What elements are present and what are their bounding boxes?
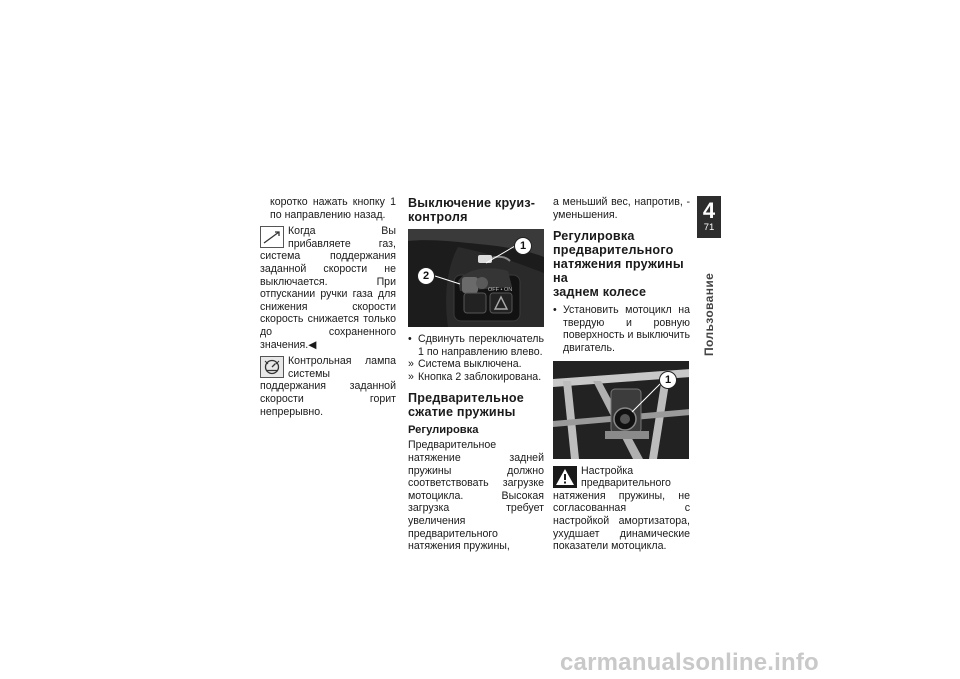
column-1	[260, 196, 396, 422]
page-number: 71	[703, 222, 715, 233]
info-note-icon	[260, 226, 284, 248]
result-system-off	[408, 358, 544, 371]
column-3	[553, 196, 690, 557]
warning-note	[553, 465, 690, 553]
heading-spring-preload-line2: сжатие пружины	[408, 405, 516, 420]
note-throttle	[260, 225, 396, 351]
callout-1: 1	[659, 371, 677, 389]
heading-cruise-off	[408, 196, 544, 224]
heading-spring-preload	[408, 391, 544, 419]
chapter-number: 4	[702, 198, 716, 223]
result-marker: »	[408, 358, 414, 371]
note-throttle-text: Когда Вы прибавляете газ, система поддержания заданной скорости не выключается. При отпускании ручки газа для снижения скорости скорость снижается только до сохраненного значения.◀	[260, 225, 396, 351]
heading-spring-preload-line1: Предварительное	[408, 391, 524, 406]
bullet-marker: •	[408, 333, 412, 345]
step-move-switch	[408, 333, 544, 358]
heading-cruise-off-line2: контроля	[408, 210, 468, 224]
heading-rear-preload	[553, 229, 690, 299]
heading-rear-preload-line2: предварительного	[553, 243, 674, 258]
paragraph-lighter-load: а меньший вес, напротив, - уменьшения.	[553, 196, 690, 221]
step-place-motorcycle-text: Установить мотоцикл на твердую и ровную поверхность и выключить двигатель.	[563, 304, 691, 354]
step-move-switch-text: Сдвинуть переключатель 1 по направлению влево.	[418, 333, 544, 358]
paragraph-press-button: коротко нажать кнопку 1 по направлению назад.	[270, 196, 396, 221]
note-indicator-lamp	[260, 355, 396, 418]
callout-1: 1	[514, 237, 532, 255]
heading-cruise-off-line1: Выключение круиз-	[408, 196, 536, 210]
result-system-off-text: Система выключена.	[418, 358, 522, 371]
paragraph-preload: Предварительное натяжение задней пружины должно соответствовать загрузке мотоцикла. Высокая загрузка требует увеличения предварительного натяжения пружины,	[408, 439, 544, 553]
note-indicator-lamp-text: Контрольная лампа системы поддержания заданной скорости горит непрерывно.	[260, 355, 396, 418]
chapter-tab	[697, 196, 721, 238]
step-place-motorcycle	[553, 304, 690, 354]
section-side-label: Пользование	[702, 272, 716, 356]
warning-triangle-icon	[553, 466, 577, 488]
bullet-marker: •	[553, 304, 557, 317]
photo-rear-shock	[553, 361, 689, 459]
column-2	[408, 196, 544, 557]
result-marker: »	[408, 370, 414, 383]
heading-rear-preload-line4: заднем колесе	[553, 285, 647, 300]
heading-rear-preload-line1: Регулировка	[553, 229, 635, 244]
subheading-adjustment: Регулировка	[408, 424, 479, 437]
switch-label: OFF • ON	[488, 287, 513, 293]
heading-rear-preload-line3: натяжения пружины на	[553, 257, 684, 286]
result-button-locked	[408, 371, 544, 384]
warning-text: Настройка предварительного натяжения пружины, не согласованная с настройкой амортизатора, ухудшает динамические показатели мотоцикла.	[553, 464, 690, 553]
cruise-control-lamp-icon	[260, 356, 284, 378]
result-button-locked-text: Кнопка 2 заблокирована.	[418, 370, 542, 383]
callout-2: 2	[417, 267, 435, 285]
watermark: carmanualsonline.info	[560, 649, 819, 676]
photo-cruise-switch	[408, 229, 544, 327]
